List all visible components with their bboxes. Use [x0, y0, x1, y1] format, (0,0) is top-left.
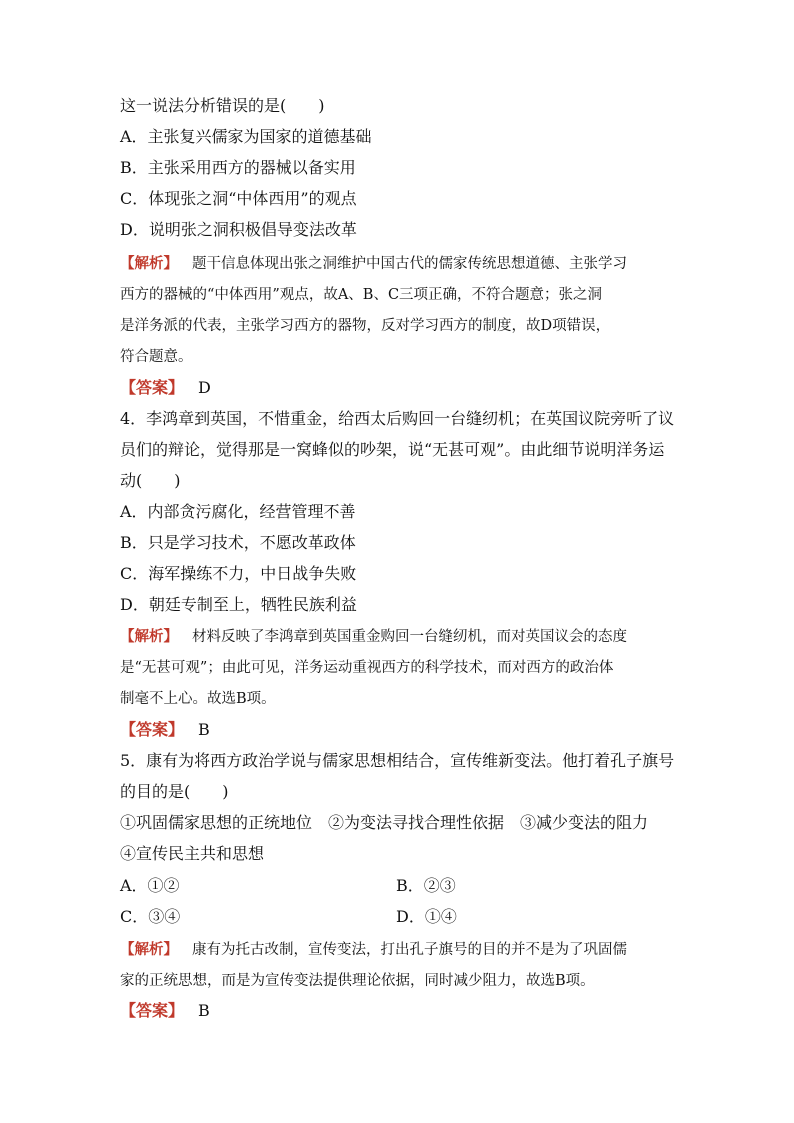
question-5-analysis [120, 940, 680, 960]
analysis-text-line: 西方的器械的“中体西用”观点，故A、B、C三项正确，不符合题意；张之洞 [120, 287, 603, 303]
analysis-text-line: 材料反映了李鸿章到英国重金购回一台缝纫机，而对英国议会的态度 [192, 629, 627, 645]
analysis-text-line: 家的正统思想，而是为宣传变法提供理论依据，同时减少阻力，故选B项。 [120, 973, 595, 989]
question-5-items-line: ①巩固儒家思想的正统地位 ②为变法寻找合理性依据 ③减少变法的阻力 [120, 813, 649, 832]
analysis-text-line: 制毫不上心。故选B项。 [120, 691, 276, 707]
question-3-option-c: C．体现张之洞“中体西用”的观点 [120, 189, 357, 208]
analysis-text-line: 是“无甚可观”；由此可见，洋务运动重视西方的科学技术，而对西方的政治体 [120, 660, 614, 676]
answer-value: B [198, 1001, 210, 1020]
answer-value: B [198, 720, 210, 739]
analysis-text-line: 是洋务派的代表，主张学习西方的器物，反对学习西方的制度，故D项错误， [120, 318, 611, 334]
analysis-text-line: 题干信息体现出张之洞维护中国古代的儒家传统思想道德、主张学习 [192, 256, 627, 272]
question-4-stem-line: 动( ) [120, 471, 181, 490]
question-5-answer [120, 1001, 680, 1021]
answer-label: 【答案】 [120, 378, 185, 397]
question-5-option-c: C．③④ [120, 907, 181, 926]
question-5-options-row-1 [120, 876, 680, 896]
question-4-stem-line: 员们的辩论，觉得那是一窝蜂似的吵架，说“无甚可观”。由此细节说明洋务运 [120, 440, 665, 459]
answer-value: D [198, 378, 211, 397]
question-4-option-c: C．海军操练不力，中日战争失败 [120, 564, 357, 583]
question-4-option-d: D．朝廷专制至上，牺牲民族利益 [120, 595, 357, 614]
analysis-text-line: 符合题意。 [120, 349, 193, 365]
question-3-answer [120, 378, 680, 398]
question-3-option-a: A．主张复兴儒家为国家的道德基础 [120, 127, 372, 146]
answer-label: 【答案】 [120, 1001, 185, 1020]
answer-label: 【答案】 [120, 720, 185, 739]
analysis-label: 【解析】 [120, 628, 178, 645]
question-3-option-b: B．主张采用西方的器械以备实用 [120, 158, 356, 177]
question-4-answer [120, 720, 680, 740]
question-5-items-line: ④宣传民主共和思想 [120, 844, 265, 863]
question-5-option-a: A．①② [120, 876, 180, 895]
question-5-stem-line: 的目的是( ) [120, 782, 229, 801]
question-5-options-row-2 [120, 907, 680, 927]
question-3-stem: 这一说法分析错误的是( ) [120, 96, 325, 115]
question-4-option-b: B．只是学习技术，不愿改革政体 [120, 533, 356, 552]
question-4-option-a: A．内部贪污腐化，经营管理不善 [120, 502, 356, 521]
question-5-stem-line: 5．康有为将西方政治学说与儒家思想相结合，宣传维新变法。他打着孔子旗号 [120, 751, 675, 770]
question-3-option-d: D．说明张之洞积极倡导变法改革 [120, 220, 357, 239]
question-4-analysis [120, 627, 680, 647]
question-5-option-b: B．②③ [396, 876, 456, 895]
question-3-analysis [120, 254, 680, 274]
analysis-text-line: 康有为托古改制，宣传变法，打出孔子旗号的目的并不是为了巩固儒 [192, 942, 627, 958]
question-5-option-d: D．①④ [396, 907, 457, 926]
analysis-label: 【解析】 [120, 941, 178, 958]
analysis-label: 【解析】 [120, 255, 178, 272]
question-4-stem-line: 4．李鸿章到英国，不惜重金，给西太后购回一台缝纫机；在英国议院旁听了议 [120, 409, 675, 428]
